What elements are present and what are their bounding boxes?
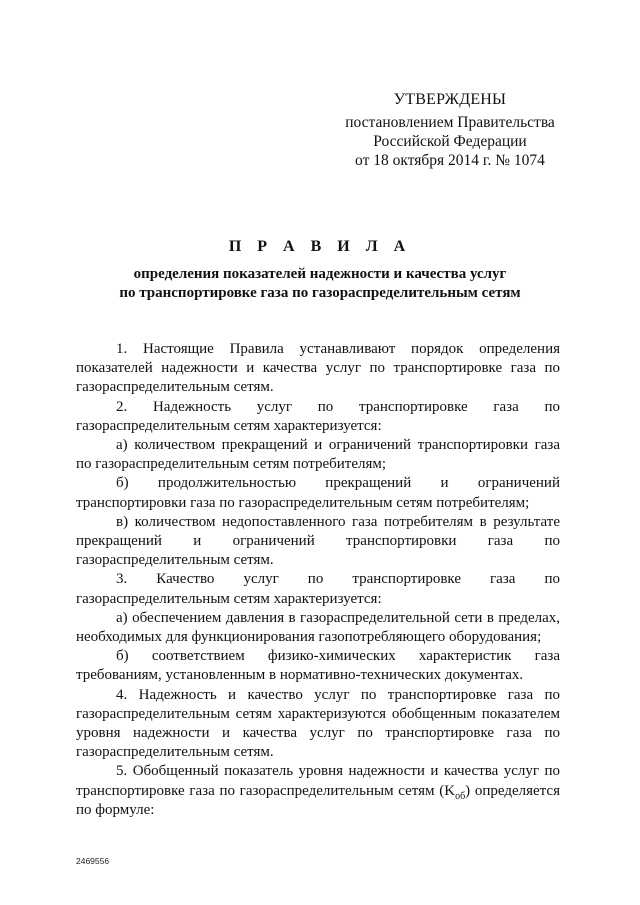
approval-block <box>340 90 560 170</box>
paragraph-3a: а) обеспечением давления в газораспределительной сети в пределах, необходимых для функционирования газопотребляющего оборудования; <box>76 609 560 646</box>
approval-title: УТВЕРЖДЕНЫ <box>393 91 507 108</box>
document-code: 2469556 <box>76 856 110 866</box>
approval-line-2: Российской Федерации <box>373 133 527 150</box>
paragraph-5 <box>76 762 560 820</box>
document-subtitle <box>70 265 570 303</box>
approval-line-1: постановлением Правительства <box>345 114 555 131</box>
paragraph-5-subscript: об <box>455 790 466 802</box>
paragraph-3b: б) соответствием физико-химических характеристик газа требованиям, установленным в нормативно-технических документах. <box>76 648 560 684</box>
document-title: П Р А В И Л А <box>228 238 412 255</box>
document-subtitle-line-1: определения показателей надежности и качества услуг <box>133 266 507 282</box>
document-subtitle-line-2: по транспортировке газа по газораспределительным сетям <box>119 285 521 301</box>
paragraph-5-text-before: 5. Обобщенный показатель уровня надежности и качества услуг по транспортировке газа по газораспределительным сетям (K <box>76 763 560 799</box>
paragraph-5-text-after: ) определяется по формуле: <box>76 782 560 818</box>
paragraph-3: 3. Качество услуг по транспортировке газа по газораспределительным сетям характеризуется: <box>76 571 560 607</box>
paragraph-2a: а) количеством прекращений и ограничений транспортировки газа по газораспределительным сетям потребителям; <box>76 437 560 473</box>
paragraph-1: 1. Настоящие Правила устанавливают порядок определения показателей надежности и качества услуг по транспортировке газа по газораспределительным сетям. <box>76 341 560 396</box>
paragraph-2: 2. Надежность услуг по транспортировке газа по газораспределительным сетям характеризуется: <box>76 398 560 434</box>
paragraph-4: 4. Надежность и качество услуг по транспортировке газа по газораспределительным сетям характеризуются обобщенным показателем уровня надежности и качества услуг по транспортировке газа по газораспределительным сетям. <box>76 686 560 761</box>
approval-line-3: от 18 октября 2014 г. № 1074 <box>355 152 545 169</box>
paragraph-2b: б) продолжительностью прекращений и ограничений транспортировки газа по газораспределительным сетям потребителям; <box>76 475 560 511</box>
document-body <box>76 340 560 820</box>
paragraph-2c: в) количеством недопоставленного газа потребителям в результате прекращений и ограничений транспортировки газа по газораспределительным сетям. <box>76 513 560 569</box>
